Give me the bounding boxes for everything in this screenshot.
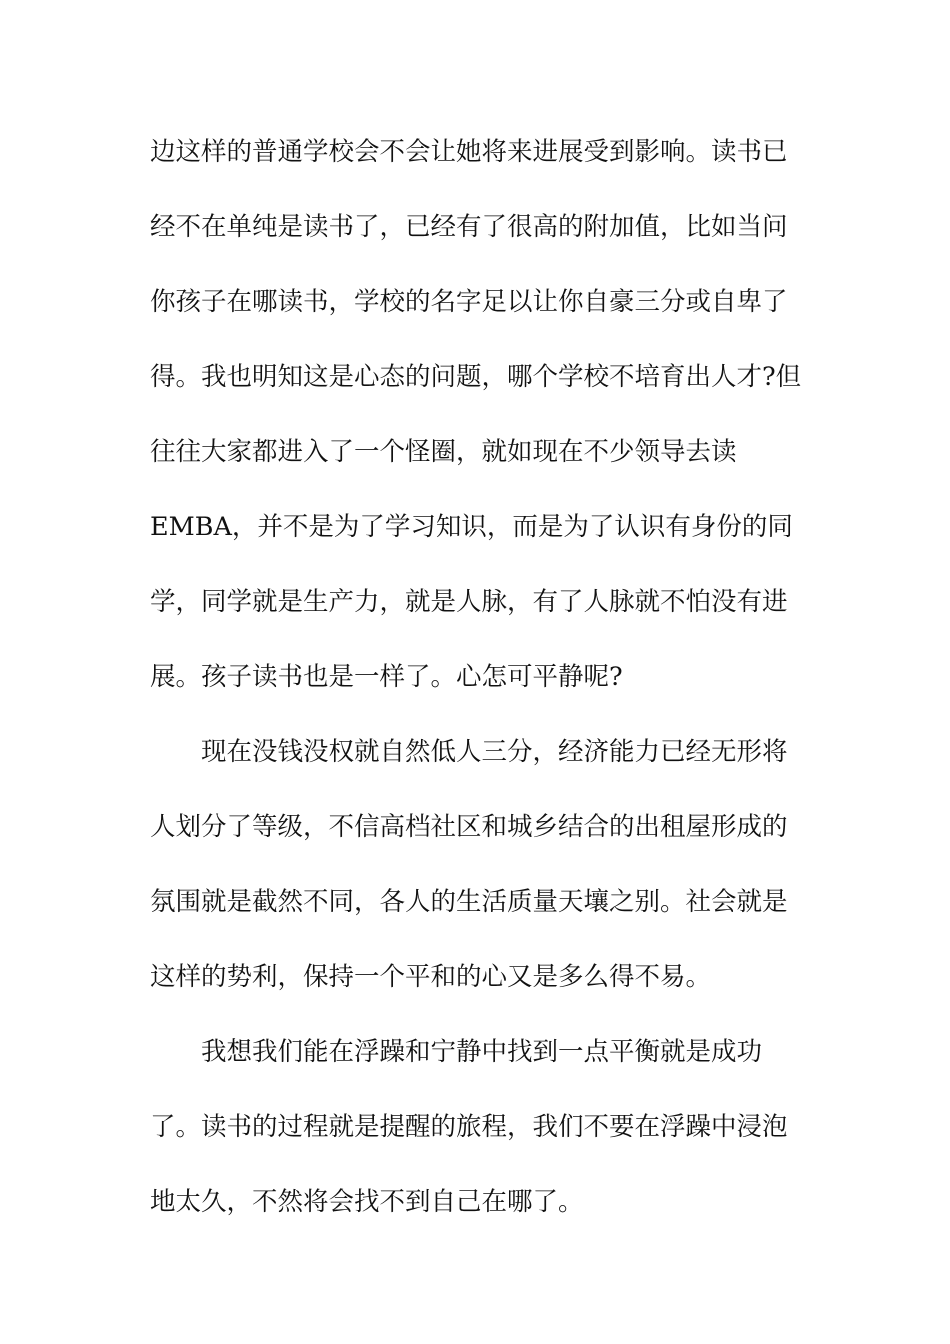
body-text — [150, 120, 810, 1245]
text-line: 人划分了等级，不信高档社区和城乡结合的出租屋形成的 — [150, 812, 788, 842]
text-line: 展。孩子读书也是一样了。心怎可平静呢? — [150, 662, 623, 692]
text-line: 地太久，不然将会找不到自己在哪了。 — [150, 1187, 584, 1217]
text-line: 氛围就是截然不同，各人的生活质量天壤之别。社会就是 — [150, 887, 788, 917]
text-line: 学，同学就是生产力，就是人脉，有了人脉就不怕没有进 — [150, 587, 788, 617]
text-line: 往往大家都进入了一个怪圈，就如现在不少领导去读 — [150, 437, 737, 467]
text-line: 你孩子在哪读书，学校的名字足以让你自豪三分或自卑了 — [150, 287, 788, 317]
paragraph-start-line: 现在没钱没权就自然低人三分，经济能力已经无形将 — [201, 737, 788, 767]
paragraph-start-line: 我想我们能在浮躁和宁静中找到一点平衡就是成功 — [201, 1037, 763, 1067]
text-line: EMBA，并不是为了学习知识，而是为了认识有身份的同 — [150, 512, 793, 542]
text-line: 得。我也明知这是心态的问题，哪个学校不培育出人才?但 — [150, 362, 802, 392]
text-line: 经不在单纯是读书了，已经有了很高的附加值，比如当问 — [150, 212, 788, 242]
text-line: 边这样的普通学校会不会让她将来进展受到影响。读书已 — [150, 137, 788, 167]
text-line: 这样的势利，保持一个平和的心又是多么得不易。 — [150, 962, 712, 992]
text-line: 了。读书的过程就是提醒的旅程，我们不要在浮躁中浸泡 — [150, 1112, 788, 1142]
